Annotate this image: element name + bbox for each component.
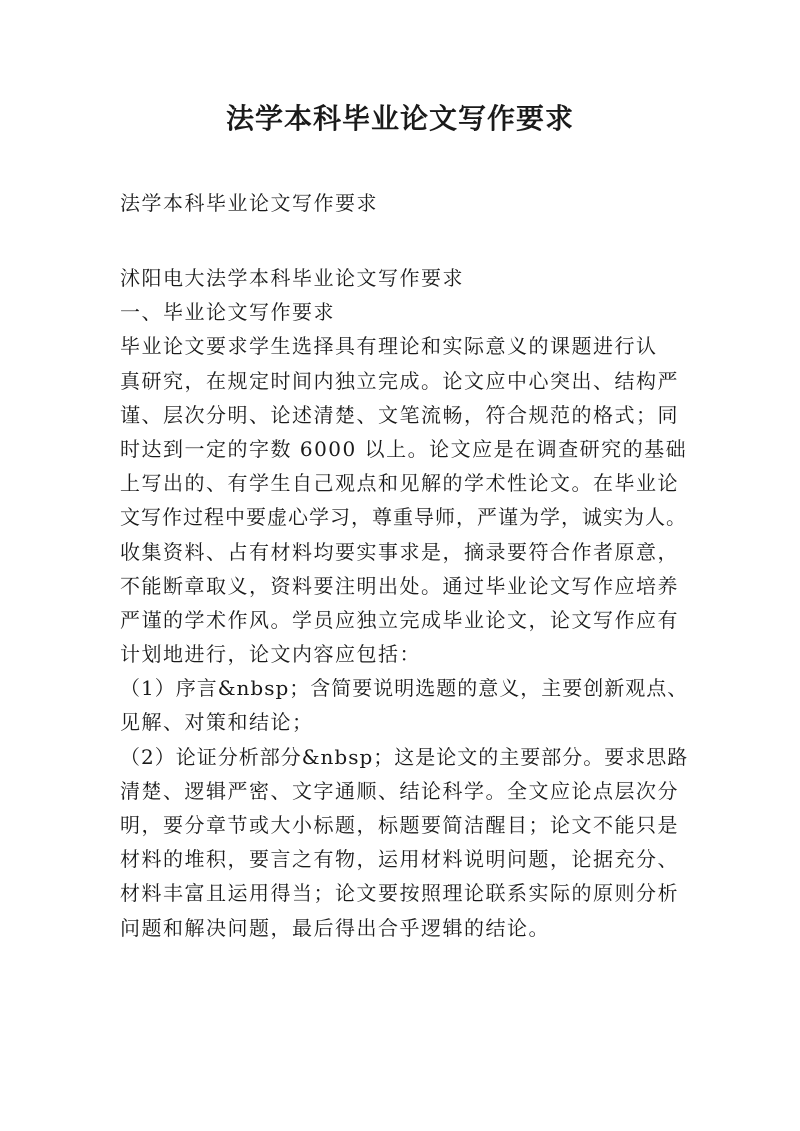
document-subtitle: 法学本科毕业论文写作要求 [120,191,378,215]
body-line: 不能断章取义，资料要注明出处。通过毕业论文写作应培养 [120,573,679,598]
list-item: 材料的堆积，要言之有物，运用材料说明问题，论据充分、 [120,847,679,872]
body-line: 沭阳电大法学本科毕业论文写作要求 [120,266,464,290]
body-line: 上写出的、有学生自己观点和见解的学术性论文。在毕业论 [120,471,679,496]
body-line: 严谨的学术作风。学员应独立完成毕业论文，论文写作应有 [120,607,679,632]
body-line: 真研究，在规定时间内独立完成。论文应中心突出、结构严 [120,368,679,393]
body-line: 计划地进行，论文内容应包括： [120,642,421,667]
list-item: 明，要分章节或大小标题，标题要简洁醒目；论文不能只是 [120,813,679,837]
list-item: （1）序言&nbsp；含简要说明选题的意义，主要创新观点、 [120,676,689,701]
list-item: 材料丰富且运用得当；论文要按照理论联系实际的原则分析 [120,881,679,906]
list-item: 见解、对策和结论； [120,710,314,735]
list-item: （2）论证分析部分&nbsp；这是论文的主要部分。要求思路 [120,744,689,769]
body-line: 文写作过程中要虚心学习，尊重导师，严谨为学，诚实为人。 [120,505,687,530]
list-item: 清楚、逻辑严密、文字通顺、结论科学。全文应论点层次分 [120,778,679,803]
section-heading: 一、毕业论文写作要求 [120,300,335,325]
document-title: 法学本科毕业论文写作要求 [225,102,574,135]
list-item: 问题和解决问题，最后得出合乎逻辑的结论。 [120,915,550,940]
body-line: 收集资料、占有材料均要实事求是，摘录要符合作者原意， [120,539,679,564]
body-line: 谨、层次分明、论述清楚、文笔流畅，符合规范的格式；同 [120,402,679,427]
body-line: 毕业论文要求学生选择具有理论和实际意义的课题进行认 [120,334,658,359]
body-line: 时达到一定的字数 6000 以上。论文应是在调查研究的基础 [120,436,688,461]
document-body [120,261,690,945]
